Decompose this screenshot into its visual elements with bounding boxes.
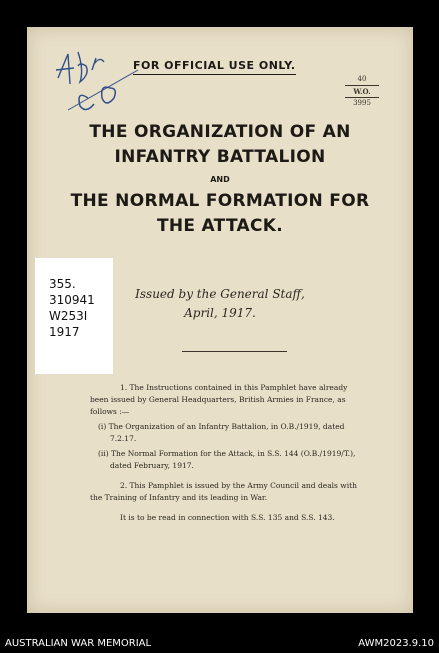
catalogue-label-text: [49, 276, 95, 340]
paragraph-2: 2. This Pamphlet is issued by the Army Council and deals with the Training of Infantry and its leading in War.: [90, 481, 357, 502]
document-title: [70, 120, 370, 239]
serial-number: 40: [357, 75, 367, 83]
title-conjunction: AND: [210, 175, 230, 184]
list-item-2: (ii) The Normal Formation for the Attack, in S.S. 144 (O.B./1919/T.), dated February, 1917.: [98, 449, 356, 470]
issued-date: April, 1917.: [184, 306, 256, 320]
divider-rule: [182, 351, 287, 352]
form-number: 3995: [353, 99, 371, 107]
label-line: W253I: [49, 309, 88, 323]
title-line-1: THE ORGANIZATION OF AN: [89, 122, 351, 142]
label-line: 1917: [49, 325, 80, 339]
classification-heading: FOR OFFICIAL USE ONLY.: [133, 59, 296, 75]
issued-by: [110, 285, 330, 323]
footer-bar: [0, 633, 439, 653]
issued-by-line: Issued by the General Staff,: [135, 287, 305, 301]
title-line-2: INFANTRY BATTALION: [114, 147, 326, 167]
handwritten-note: [50, 40, 140, 120]
label-line: 355.: [49, 277, 76, 291]
paragraph-1: 1. The Instructions contained in this Pamphlet have already been issued by General Headquarters, British Armies in France, as follows :—: [90, 383, 348, 416]
footer-source: AUSTRALIAN WAR MEMORIAL: [5, 638, 152, 649]
title-line-3: THE NORMAL FORMATION FOR: [70, 191, 370, 211]
catalogue-label: [35, 258, 113, 374]
serial-block: [345, 74, 379, 109]
label-line: 310941: [49, 293, 95, 307]
title-line-4: THE ATTACK.: [156, 216, 284, 236]
list-item-1: (i) The Organization of an Infantry Battalion, in O.B./1919, dated 7.2.17.: [98, 422, 345, 443]
footer-accession-number: AWM2023.9.10: [358, 638, 434, 649]
paragraph-3: It is to be read in connection with S.S. 135 and S.S. 143.: [120, 513, 335, 522]
body-text: [90, 382, 360, 524]
office-code: W.O.: [345, 85, 379, 98]
